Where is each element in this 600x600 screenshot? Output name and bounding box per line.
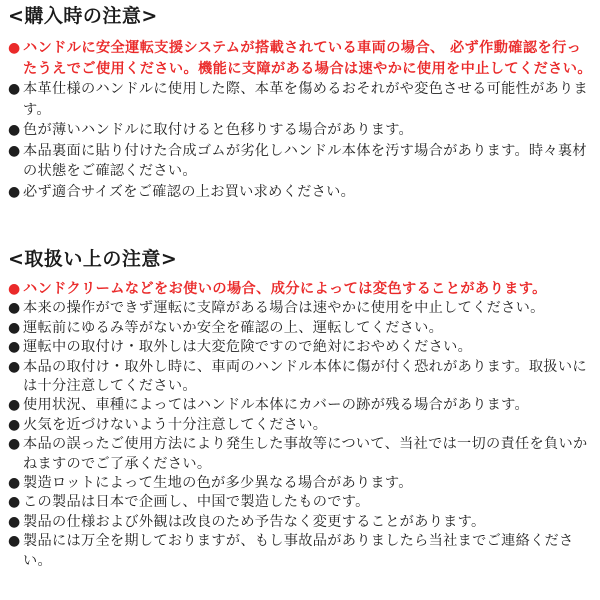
list-item — [8, 319, 594, 338]
bullet-icon: ● — [8, 339, 21, 356]
list-item — [8, 280, 594, 299]
list-item-text: 必ず適合サイズをご確認の上お買い求めください。 — [23, 183, 356, 200]
list-item-text: 本品の誤ったご使用方法により発生した事故等について、当社では一切の責任を負いかねますのでご了承ください。 — [23, 436, 588, 472]
list-item-text: 本革仕様のハンドルに使用した際、本革を傷めるおそれがや変色させる可能性があります。 — [23, 81, 589, 118]
list-item — [8, 120, 594, 141]
list-item-text: 使用状況、車種によってはハンドル本体にカバーの跡が残る場合があります。 — [23, 397, 529, 414]
list-item-text: 運転前にゆるみ等がないか安全を確認の上、運転してください。 — [23, 319, 444, 336]
list-item-text: 本品裏面に貼り付けた合成ゴムが劣化しハンドル本体を汚す場合があります。時々裏材の状態をご確認ください。 — [23, 142, 587, 179]
list-item — [8, 141, 594, 182]
list-item — [8, 182, 594, 203]
list-item — [8, 513, 594, 532]
handling-cautions-title: <取扱い上の注意> — [8, 248, 178, 270]
bullet-icon: ● — [8, 81, 21, 97]
list-item-text: この製品は日本で企画し、中国で製造したものです。 — [23, 494, 370, 511]
list-item-text: 本品の取付け・取外し時に、車両のハンドル本体に傷が付く恐れがあります。取扱いには十分注意してください。 — [23, 358, 587, 395]
bullet-icon: ● — [8, 300, 21, 317]
list-item — [8, 38, 594, 79]
bullet-icon: ● — [8, 513, 21, 530]
list-item-text: ハンドルに安全運転支援システムが搭載されている車両の場合、 必ず作動確認を行ったうえでご使用ください。機能に支障がある場合は速やかに使用を中止してください。 — [23, 40, 592, 77]
bullet-icon: ● — [8, 416, 21, 433]
list-item — [8, 435, 594, 474]
bullet-icon: ● — [8, 358, 21, 375]
bullet-icon: ● — [8, 436, 21, 453]
purchase-cautions-section — [8, 3, 594, 202]
purchase-cautions-title: <購入時の注意> — [8, 5, 158, 27]
list-item — [8, 532, 594, 571]
bullet-icon: ● — [8, 281, 21, 297]
list-item — [8, 396, 594, 415]
handling-cautions-section — [8, 246, 594, 571]
list-item — [8, 474, 594, 493]
bullet-icon: ● — [8, 122, 21, 138]
list-item-text: 運転中の取付け・取外しは大変危険ですので絶対におやめください。 — [23, 339, 473, 356]
bullet-icon: ● — [8, 40, 21, 56]
list-item-text: 製造ロットによって生地の色が多少異なる場合があります。 — [23, 475, 413, 492]
bullet-icon: ● — [8, 475, 21, 492]
list-item-text: 製品の仕様および外観は改良のため予告なく変更することがあります。 — [23, 513, 486, 530]
list-item — [8, 416, 594, 435]
bullet-icon: ● — [8, 142, 21, 159]
list-item — [8, 338, 594, 357]
bullet-icon: ● — [8, 183, 21, 200]
list-item — [8, 493, 594, 512]
bullet-icon: ● — [8, 494, 21, 511]
bullet-icon: ● — [8, 319, 21, 336]
bullet-icon: ● — [8, 397, 21, 414]
list-item-text: 製品には万全を期しておりますが、もし事故品がありましたら当社までご連絡ください。 — [23, 533, 574, 569]
list-item — [8, 358, 594, 397]
list-item-text: 火気を近づけないよう十分注意してください。 — [23, 416, 328, 433]
list-item — [8, 79, 594, 120]
list-item — [8, 299, 594, 318]
list-item-text: 色が薄いハンドルに取付けると色移りする場合があります。 — [23, 122, 414, 138]
bullet-icon: ● — [8, 533, 21, 550]
list-item-text: 本来の操作ができず運転に支障がある場合は速やかに使用を中止してください。 — [23, 300, 545, 317]
list-item-text: ハンドクリームなどをお使いの場合、成分によっては変色することがあります。 — [23, 281, 547, 297]
